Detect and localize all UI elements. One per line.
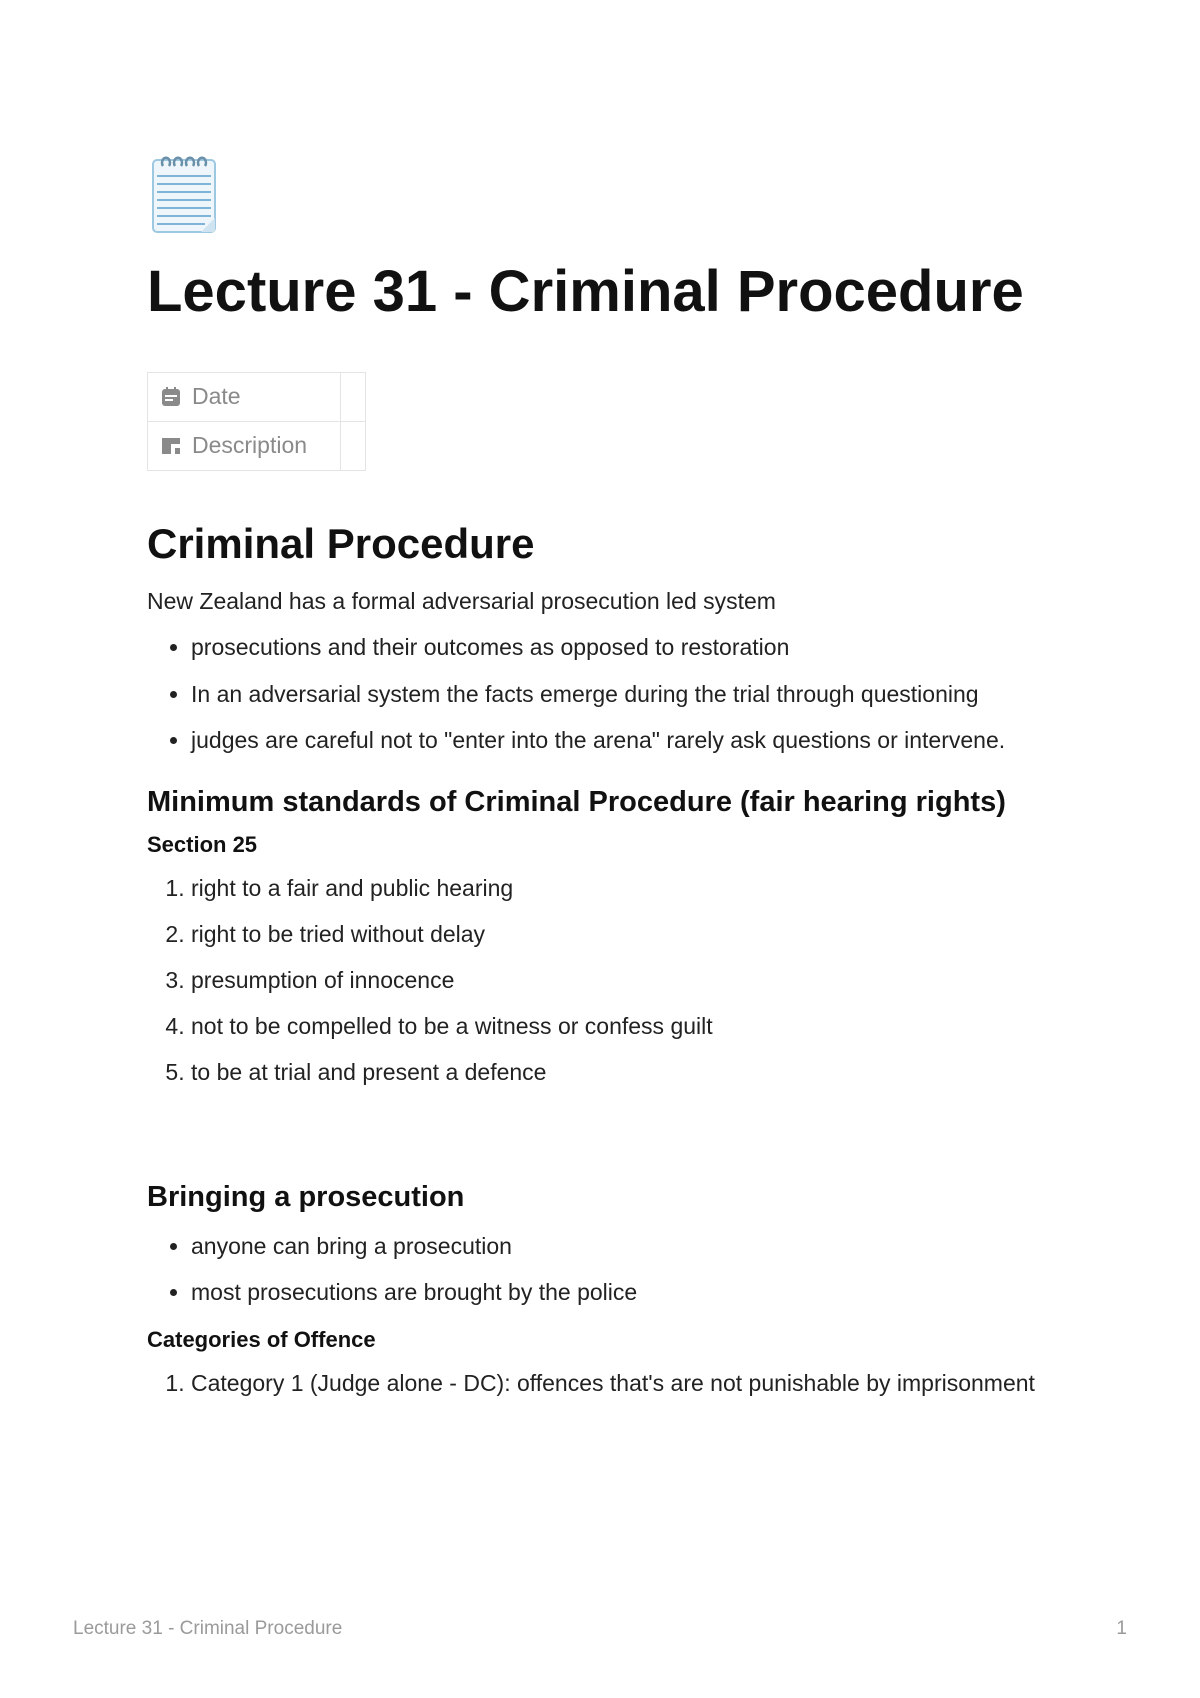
footer-title: Lecture 31 - Criminal Procedure bbox=[73, 1618, 343, 1639]
subheading-categories: Categories of Offence bbox=[147, 1326, 376, 1352]
property-row-date[interactable] bbox=[148, 372, 366, 421]
property-label: Date bbox=[192, 383, 241, 410]
list-item: • anyone can bring a prosecution bbox=[191, 1230, 1067, 1262]
list-item: 1. Category 1 (Judge alone - DC): offences that's are not punishable by imprisonment bbox=[191, 1367, 1067, 1399]
list-item: 5. to be at trial and present a defence bbox=[191, 1056, 1067, 1088]
list-item: • most prosecutions are brought by the police bbox=[191, 1276, 1067, 1308]
list-item: • prosecutions and their outcomes as opposed to restoration bbox=[191, 631, 1067, 663]
page-footer bbox=[73, 1618, 1127, 1640]
notepad-icon bbox=[147, 150, 223, 234]
bullet-list bbox=[147, 631, 1067, 756]
list-item: 2. right to be tried without delay bbox=[191, 918, 1067, 950]
list-item: 4. not to be compelled to be a witness or confess guilt bbox=[191, 1010, 1067, 1042]
intro-paragraph: New Zealand has a formal adversarial prosecution led system bbox=[147, 588, 776, 615]
spacer bbox=[147, 1089, 1067, 1151]
list-item: 3. presumption of innocence bbox=[191, 964, 1067, 996]
section-heading-criminal-procedure: Criminal Procedure bbox=[147, 519, 535, 567]
page-title: Lecture 31 - Criminal Procedure bbox=[147, 259, 1024, 324]
calendar-icon bbox=[160, 386, 182, 408]
page-number: 1 bbox=[1116, 1618, 1127, 1639]
list-item: • judges are careful not to "enter into the arena" rarely ask questions or intervene. bbox=[191, 724, 1067, 756]
list-item: • In an adversarial system the facts emerge during the trial through questioning bbox=[191, 678, 1067, 710]
property-row-description[interactable] bbox=[148, 421, 366, 470]
section-heading-bringing-prosecution: Bringing a prosecution bbox=[147, 1180, 465, 1213]
section-heading-minimum-standards: Minimum standards of Criminal Procedure (fair hearing rights) bbox=[147, 785, 1006, 818]
text-lines-icon bbox=[160, 435, 182, 457]
property-value[interactable] bbox=[341, 421, 366, 470]
bullet-list bbox=[147, 1230, 1067, 1308]
property-label: Description bbox=[192, 432, 308, 459]
numbered-list bbox=[147, 1367, 1067, 1399]
subheading-section-25: Section 25 bbox=[147, 831, 258, 857]
document-content bbox=[147, 150, 1067, 1399]
properties-table bbox=[147, 372, 366, 471]
property-value[interactable] bbox=[341, 372, 366, 421]
list-item: 1. right to a fair and public hearing bbox=[191, 872, 1067, 904]
numbered-list bbox=[147, 872, 1067, 1089]
